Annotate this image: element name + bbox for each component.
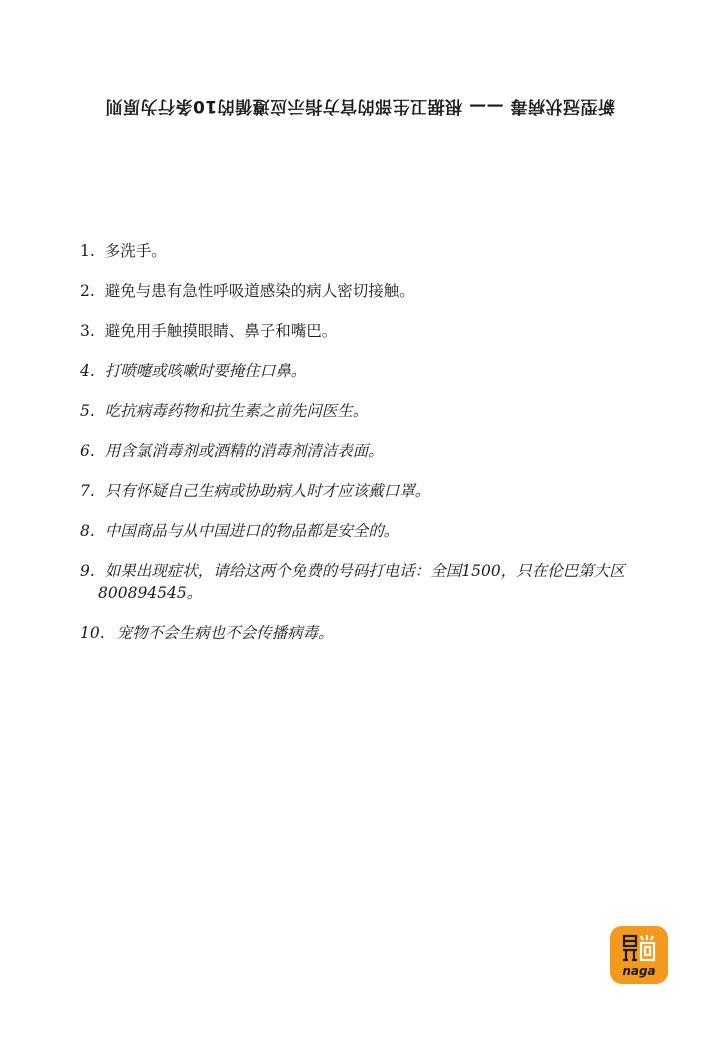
item-number: 1.	[80, 242, 95, 260]
list-item	[80, 622, 680, 644]
list-item	[80, 360, 680, 382]
item-number: 7.	[80, 482, 95, 500]
list-item	[80, 240, 680, 262]
list-item	[80, 480, 680, 502]
item-number: 8.	[80, 522, 95, 540]
item-text: 用含氯消毒剂或酒精的消毒剂清洁表面。	[104, 442, 384, 460]
list-item	[80, 520, 680, 542]
rules-list	[80, 240, 680, 662]
list-item	[80, 320, 680, 342]
naga-logo-icon	[610, 926, 668, 984]
list-item	[80, 400, 680, 422]
naga-logo	[610, 926, 668, 984]
item-text: 打喷嚏或咳嗽时要掩住口鼻。	[104, 362, 307, 380]
item-text: 中国商品与从中国进口的物品都是安全的。	[104, 522, 400, 540]
item-text: 避免用手触摸眼睛、鼻子和嘴巴。	[104, 322, 338, 340]
item-number: 2.	[80, 282, 95, 300]
list-item	[80, 560, 680, 604]
item-text: 如果出现症状，请给这两个免费的号码打电话：全国1500，只在伦巴第大区	[104, 562, 625, 580]
item-number: 3.	[80, 322, 95, 340]
item-number: 4.	[80, 362, 95, 380]
item-text-continuation: 800894545。	[98, 584, 203, 602]
item-text: 只有怀疑自己生病或协助病人时才应该戴口罩。	[104, 482, 431, 500]
item-number: 10.	[80, 624, 105, 642]
list-item	[80, 280, 680, 302]
document-title: 新型冠状病毒 —— 根据卫生部的官方指示应遵循的10条行为原则	[105, 96, 615, 116]
list-item	[80, 440, 680, 462]
item-text: 宠物不会生病也不会传播病毒。	[116, 624, 334, 642]
item-number: 5.	[80, 402, 95, 420]
item-number: 9.	[80, 562, 95, 580]
item-text: 避免与患有急性呼吸道感染的病人密切接触。	[104, 282, 415, 300]
item-text: 吃抗病毒药物和抗生素之前先问医生。	[104, 402, 369, 420]
logo-wordmark: naga	[622, 964, 656, 978]
item-text: 多洗手。	[104, 242, 167, 260]
item-number: 6.	[80, 442, 95, 460]
